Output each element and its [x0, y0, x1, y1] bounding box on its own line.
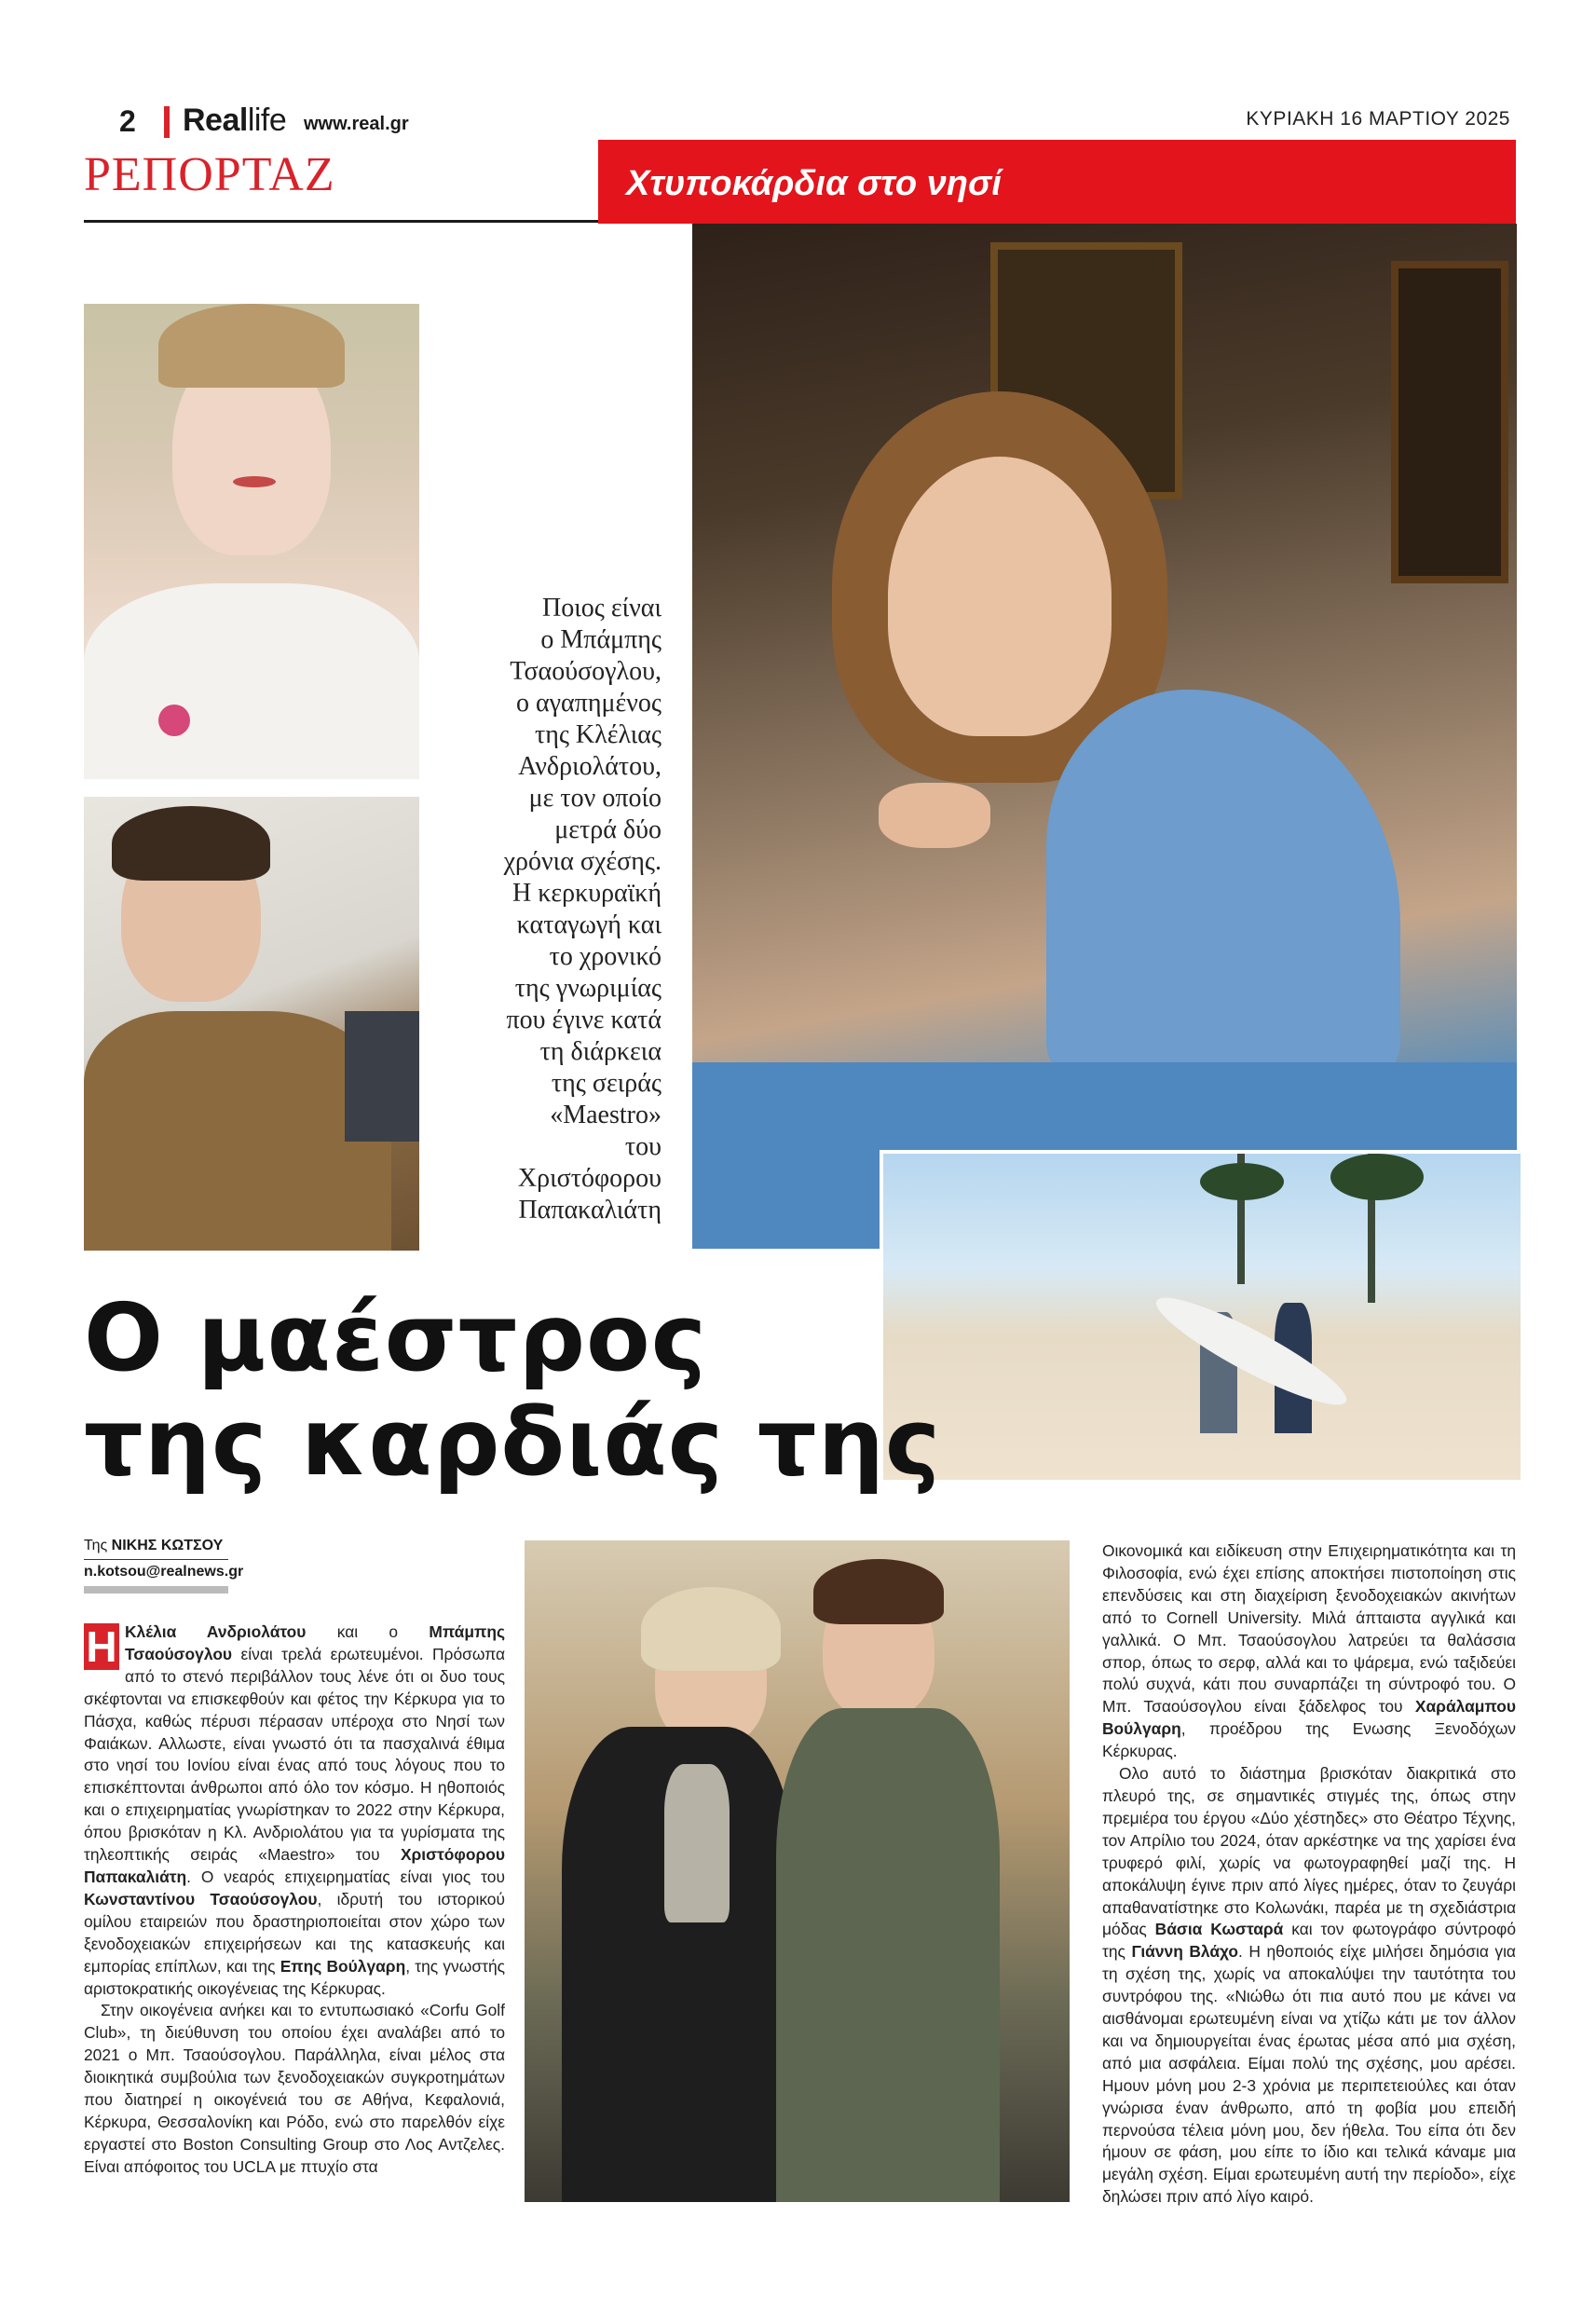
brand-light: life: [247, 103, 287, 138]
headline-line-1: Ο μαέστρος: [84, 1283, 708, 1392]
pull-quote-line: Ανδριολάτου,: [518, 752, 662, 781]
paragraph-text: είναι τρελά ερωτευμένοι. Πρόσωπα από το στενό περιβάλλον τους λένε ότι οι δυο τους σκέφτονται να επισκεφθούν και φέτος την Κέρκυρα για το Πάσχα, καθώς πέρυσι πέρασαν υπέροχα στο Νησί των Φαιάκων. Αλλωστε, είναι γνωστό ότι τα πασχαλινά έθιμα στο νησί του Ιονίου είναι ένας από τους λόγους που το επισκέπτονται άνθρωποι από όλο τον κόσμο. Η ηθοποιός και ο επιχειρηματίας γνωρίστηκαν το 2022 στην Κέρκυρα, όπου βρισκόταν η Κλ. Ανδριολάτου για τα γυρίσματα της τηλεοπτικής σειράς «Maestro» του: [84, 1644, 505, 1865]
bold-name: Μπάμπης Τσαούσογλου: [125, 1622, 505, 1663]
photo-beach-surf: [880, 1150, 1521, 1480]
pull-quote-line: καταγωγή και: [516, 910, 662, 939]
pull-quote-line: Παπακαλιάτη: [518, 1196, 662, 1224]
pull-quote-line: που έγινε κατά: [506, 1006, 662, 1034]
byline: [84, 1538, 223, 1554]
pull-quote-line: Η κερκυραϊκή: [512, 879, 662, 908]
pull-quote-line: μετρά δύο: [554, 815, 662, 844]
article-paragraph: [84, 1621, 505, 2000]
paragraph-text: Ολο αυτό το διάστημα βρισκόταν διακριτικά στο πλευρό της, σε σημαντικές στιγμές της, όπως στην πρεμιέρα του έργου «Δύο χέστηδες» στο Θέατρο Τέχνης, τον Απρίλιο του 2024, όταν αρκέστηκε να της χαρίσει ένα τρυφερό φιλί, χωρίς να φωτογραφηθεί μαζί της. Η αποκάλυψη έγινε πριν από λίγες ημέρες, όταν το ζευγάρι απαθανατίστηκε στο Κολωνάκι, παρέα με τη σχεδιάστρια μόδας: [1102, 1764, 1516, 1939]
pull-quote-line: ο αγαπημένος: [515, 689, 662, 718]
paragraph-text: και τον φωτογράφο σύντροφό της: [1102, 1920, 1517, 1962]
pull-quote-line: τη διάρκεια: [539, 1037, 662, 1066]
pull-quote-line: του: [624, 1132, 662, 1161]
paragraph-text: . Η ηθοποιός είχε μιλήσει δημόσια για τη σχέση της, χωρίς να αποκαλύψει την ταυτότητα του συντρόφου της. «Νιώθω ότι πια αυτό που με κάνει να αισθάνομαι ερωτευμένη είναι να χτίζω κάτι με τον άλλον και να δημιουργείται ένας έρωτας μέσα από μια σχέση, από μια ασφάλεια. Είμαι πολύ της σχέσης, μου αρέσει. Ημουν μόνη μου 2-3 χρόνια με περιπετειούλες και όταν γνώρισα έναν άνθρωπο, από τη φοβία μου επειδή περνούσα τέλεια μόνη μου, δεν ήθελα. Του είπα ότι δεν ήμουν σε φάση, μου είπε το ίδιο και τελικά κάναμε μια μεγάλη σχέση. Είμαι ερωτευμένη αυτή την περίοδο», είχε δηλώσει πριν από λίγο καιρό.: [1102, 1942, 1516, 2207]
paragraph-text: , ιδρυτή του ιστορικού ομίλου εταιρειών που δραστηριοποιείται στον χώρο των ξενοδοχειακών επιχειρήσεων και της κατασκευής και εμπορίας επίπλων, και της: [84, 1889, 505, 1976]
section-title: ΡΕΠΟΡΤΑΖ: [84, 148, 335, 201]
article-paragraph: [84, 2000, 505, 2178]
pull-quote-line: της σειράς: [551, 1069, 662, 1098]
bold-name: Κωνσταντίνου Τσαούσογλου: [84, 1889, 318, 1908]
brand-logo: [183, 103, 286, 139]
photo-man-portrait: [84, 797, 419, 1251]
pull-quote-line: Τσαούσογλου,: [510, 657, 662, 686]
website-url: www.real.gr: [304, 114, 409, 134]
pull-quote-line: της γνωριμίας: [514, 974, 662, 1003]
header-divider: [164, 106, 170, 138]
article-column-2: [1102, 1540, 1516, 2209]
pull-quote-line: Ποιος είναι: [542, 594, 662, 622]
pull-quote-line: με τον οποίο: [528, 784, 662, 813]
paragraph-text: . Ο νεαρός επιχειρηματίας είναι γιος του: [186, 1867, 505, 1886]
headline: [84, 1283, 942, 1497]
photo-trophy-golf-club: [525, 1540, 1070, 2202]
pull-quote: [447, 593, 662, 1226]
photo-actress-hero: [692, 224, 1517, 1249]
bold-name: Επης Βούλγαρη: [280, 1956, 406, 1976]
byline-author: ΝΙΚΗΣ ΚΩΤΣΟΥ: [111, 1538, 224, 1553]
pull-quote-line: χρόνια σχέσης.: [503, 847, 662, 876]
page-number: 2: [119, 104, 136, 138]
pull-quote-line: το χρονικό: [549, 942, 662, 971]
section-rule: [84, 220, 598, 223]
byline-rule: [84, 1559, 228, 1560]
article-paragraph: [1102, 1540, 1516, 1763]
bold-name: Γιάννη Βλάχο: [1131, 1942, 1239, 1962]
paragraph-text: και ο: [306, 1622, 430, 1641]
pull-quote-line: ο Μπάμπης: [540, 625, 662, 654]
article-paragraph: [1102, 1763, 1516, 2209]
pull-quote-line: «Maestro»: [550, 1101, 662, 1129]
brand-bold: Real: [183, 103, 248, 138]
photo-woman-portrait: [84, 304, 419, 779]
drop-cap: Η: [84, 1623, 119, 1670]
paragraph-text: Στην οικογένεια ανήκει και το εντυπωσιακό «Corfu Golf Club», τη διεύθυνση του οποίου έχει αναλάβει από το 2021 ο Μπ. Τσαούσογλου. Παράλληλα, είναι μέλος στα διοικητικά συμβούλια των ξενοδοχειακών συγκροτημάτων που διατηρεί η οικογένειά του σε Αθήνα, Κεφαλονιά, Κέρκυρα, Θεσσαλονίκη και Ρόδο, ενώ στο παρελθόν είχε εργαστεί στο Boston Consulting Group στο Λος Αντζελες. Είναι απόφοιτος του UCLA με πτυχίο στα: [84, 2001, 505, 2176]
pull-quote-line: Χριστόφορου: [517, 1164, 662, 1193]
paragraph-text: Οικονομικά και ειδίκευση στην Επιχειρηματικότητα και τη Φιλοσοφία, ενώ έχει επίσης αποκτήσει πιστοποίηση στις επενδύσεις και στη διαχείριση ξενοδοχειακών ακινήτων από το Cornell University. Μιλά άπταιστα αγγλικά και γαλλικά. Ο Μπ. Τσαούσογλου λατρεύει τα θαλάσσια σπορ, όπως το σερφ, αλλά και το ψάρεμα, ενώ ταξιδεύει πολύ συχνά, κάτι που συναρπάζει τη σύντροφό του. Ο Μπ. Τσαούσογλου είναι ξάδελφος του: [1102, 1541, 1516, 1717]
byline-shade-bar: [84, 1586, 228, 1594]
bold-name: Βάσια Κωσταρά: [1154, 1920, 1284, 1939]
bold-name: Χριστόφορου Παπακαλιάτη: [84, 1845, 505, 1886]
pull-quote-line: της Κλέλιας: [534, 720, 662, 749]
paragraph-text: , της γνωστής αριστοκρατικής οικογένειας της Κέρκυρας.: [84, 1956, 505, 1998]
kicker-text: Χτυποκάρδια στο νησί: [626, 164, 1002, 203]
headline-line-2: της καρδιάς της: [84, 1388, 942, 1497]
issue-date: ΚΥΡΙΑΚΗ 16 ΜΑΡΤΙΟΥ 2025: [1246, 108, 1510, 130]
paragraph-text: , προέδρου της Ενωσης Ξενοδόχων Κέρκυρας.: [1102, 1719, 1516, 1761]
article-column-1: [84, 1621, 505, 2179]
author-email[interactable]: n.kotsou@realnews.gr: [84, 1564, 244, 1580]
bold-name: Κλέλια Ανδριολάτου: [125, 1622, 307, 1641]
bold-name: Χαράλαμπου Βούλγαρη: [1102, 1697, 1516, 1739]
byline-prefix: Της: [84, 1538, 108, 1553]
